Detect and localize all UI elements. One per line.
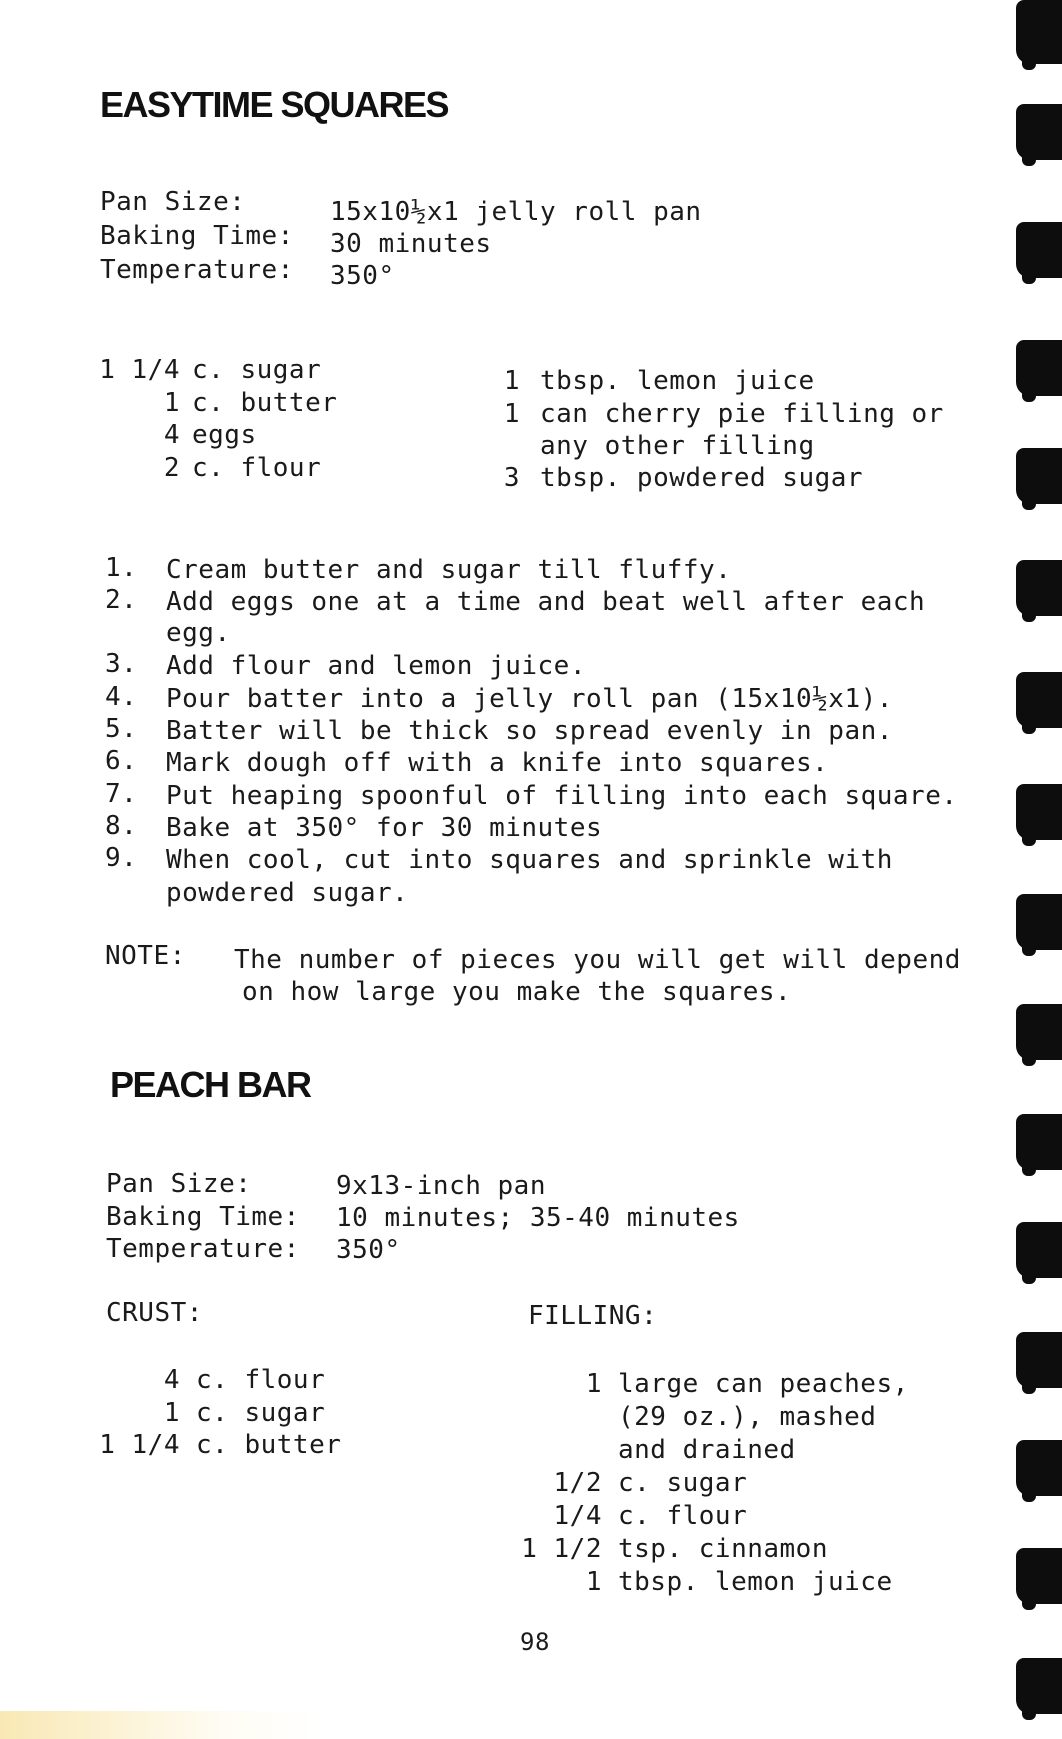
crust-heading: CRUST: xyxy=(106,1298,203,1328)
binding-ring xyxy=(1016,1658,1062,1714)
spec-label-temperature: Temperature: xyxy=(100,255,294,285)
recipe-title-peach-bar: PEACH BAR xyxy=(110,1064,311,1105)
spiral-binding xyxy=(1000,0,1062,1739)
ingredient-item: c. sugar xyxy=(618,1468,748,1498)
step-number: 2. xyxy=(105,585,138,615)
step-text: egg. xyxy=(166,618,231,648)
ingredient-qty: 1 xyxy=(585,1567,602,1597)
ingredient-item: c. sugar xyxy=(196,1398,326,1428)
binding-ring xyxy=(1016,672,1062,728)
step-number: 4. xyxy=(105,682,138,712)
ingredient-qty: 1 xyxy=(585,1369,602,1399)
binding-ring xyxy=(1016,340,1062,396)
ingredient-item: c. butter xyxy=(192,388,338,418)
ingredient-qty: 1/2 xyxy=(553,1468,602,1498)
spec-label-baking-time: Baking Time: xyxy=(100,221,294,251)
ingredient-qty: 4 xyxy=(163,1365,180,1395)
ingredient-item: tbsp. lemon juice xyxy=(540,366,815,396)
step-text: powdered sugar. xyxy=(166,878,409,908)
ingredient-qty: 1 1/4 xyxy=(99,355,180,385)
ingredient-qty: 4 xyxy=(163,420,180,450)
ingredient-item: c. flour xyxy=(192,453,322,483)
binding-ring xyxy=(1016,1332,1062,1388)
step-number: 8. xyxy=(105,811,138,841)
page-number: 98 xyxy=(520,1628,550,1656)
ingredient-item: tbsp. lemon juice xyxy=(618,1567,893,1597)
step-text: Mark dough off with a knife into squares. xyxy=(166,748,829,778)
ingredient-qty: 1 xyxy=(503,366,520,396)
ingredient-item: c. butter xyxy=(196,1430,342,1460)
binding-ring xyxy=(1016,894,1062,950)
ingredient-qty: 1 xyxy=(163,388,180,418)
binding-ring xyxy=(1016,1004,1062,1060)
ingredient-qty: 1/4 xyxy=(553,1501,602,1531)
ingredient-qty: 1 1/2 xyxy=(521,1534,602,1564)
step-text: Put heaping spoonful of filling into each square. xyxy=(166,781,958,811)
ingredient-item: and drained xyxy=(618,1435,796,1465)
binding-ring xyxy=(1016,1440,1062,1496)
ingredient-qty: 3 xyxy=(503,463,520,493)
ingredient-qty: 1 1/4 xyxy=(99,1430,180,1460)
step-text: Add eggs one at a time and beat well after each xyxy=(166,587,926,617)
spec-label-pan-size: Pan Size: xyxy=(106,1169,252,1199)
binding-ring xyxy=(1016,784,1062,840)
binding-ring xyxy=(1016,222,1062,278)
spec-value-temperature: 350° xyxy=(330,261,395,291)
step-number: 5. xyxy=(105,714,138,744)
spec-value-baking-time: 30 minutes xyxy=(330,229,492,259)
note-text: The number of pieces you will get will depend xyxy=(234,945,961,975)
spec-label-pan-size: Pan Size: xyxy=(100,187,246,217)
step-text: Batter will be thick so spread evenly in pan. xyxy=(166,716,893,746)
ingredient-qty: 2 xyxy=(163,453,180,483)
recipe-title-easytime-squares: EASYTIME SQUARES xyxy=(100,84,449,125)
step-text: Add flour and lemon juice. xyxy=(166,651,586,681)
ingredient-qty: 1 xyxy=(163,1398,180,1428)
ingredient-item: any other filling xyxy=(540,431,815,461)
ingredient-qty: 1 xyxy=(503,399,520,429)
note-label: NOTE: xyxy=(105,941,186,971)
binding-ring xyxy=(1016,104,1062,160)
filling-heading: FILLING: xyxy=(528,1301,658,1331)
ingredient-item: (29 oz.), mashed xyxy=(618,1402,877,1432)
binding-ring xyxy=(1016,1222,1062,1278)
step-text: Bake at 350° for 30 minutes xyxy=(166,813,603,843)
ingredient-item: can cherry pie filling or xyxy=(540,399,944,429)
spec-value-temperature: 350° xyxy=(336,1235,401,1265)
spec-label-temperature: Temperature: xyxy=(106,1234,300,1264)
step-number: 6. xyxy=(105,746,138,776)
binding-ring xyxy=(1016,448,1062,504)
spec-value-baking-time: 10 minutes; 35-40 minutes xyxy=(336,1203,740,1233)
step-text: Pour batter into a jelly roll pan (15x10½x1). xyxy=(166,684,893,714)
step-text: Cream butter and sugar till fluffy. xyxy=(166,555,732,585)
page-stain xyxy=(0,1711,320,1739)
spec-value-pan-size: 9x13-inch pan xyxy=(336,1171,546,1201)
ingredient-item: large can peaches, xyxy=(618,1369,909,1399)
spec-label-baking-time: Baking Time: xyxy=(106,1202,300,1232)
step-number: 1. xyxy=(105,553,138,583)
ingredient-item: tbsp. powdered sugar xyxy=(540,463,864,493)
ingredient-item: eggs xyxy=(192,420,257,450)
binding-ring xyxy=(1016,0,1062,64)
step-number: 3. xyxy=(105,649,138,679)
binding-ring xyxy=(1016,1114,1062,1170)
ingredient-item: tsp. cinnamon xyxy=(618,1534,828,1564)
note-text: on how large you make the squares. xyxy=(242,977,792,1007)
ingredient-item: c. flour xyxy=(196,1365,326,1395)
step-text: When cool, cut into squares and sprinkle with xyxy=(166,845,893,875)
ingredient-item: c. flour xyxy=(618,1501,748,1531)
binding-ring xyxy=(1016,560,1062,616)
step-number: 9. xyxy=(105,843,138,873)
step-number: 7. xyxy=(105,779,138,809)
ingredient-item: c. sugar xyxy=(192,355,322,385)
binding-ring xyxy=(1016,1548,1062,1604)
spec-value-pan-size: 15x10½x1 jelly roll pan xyxy=(330,197,702,227)
